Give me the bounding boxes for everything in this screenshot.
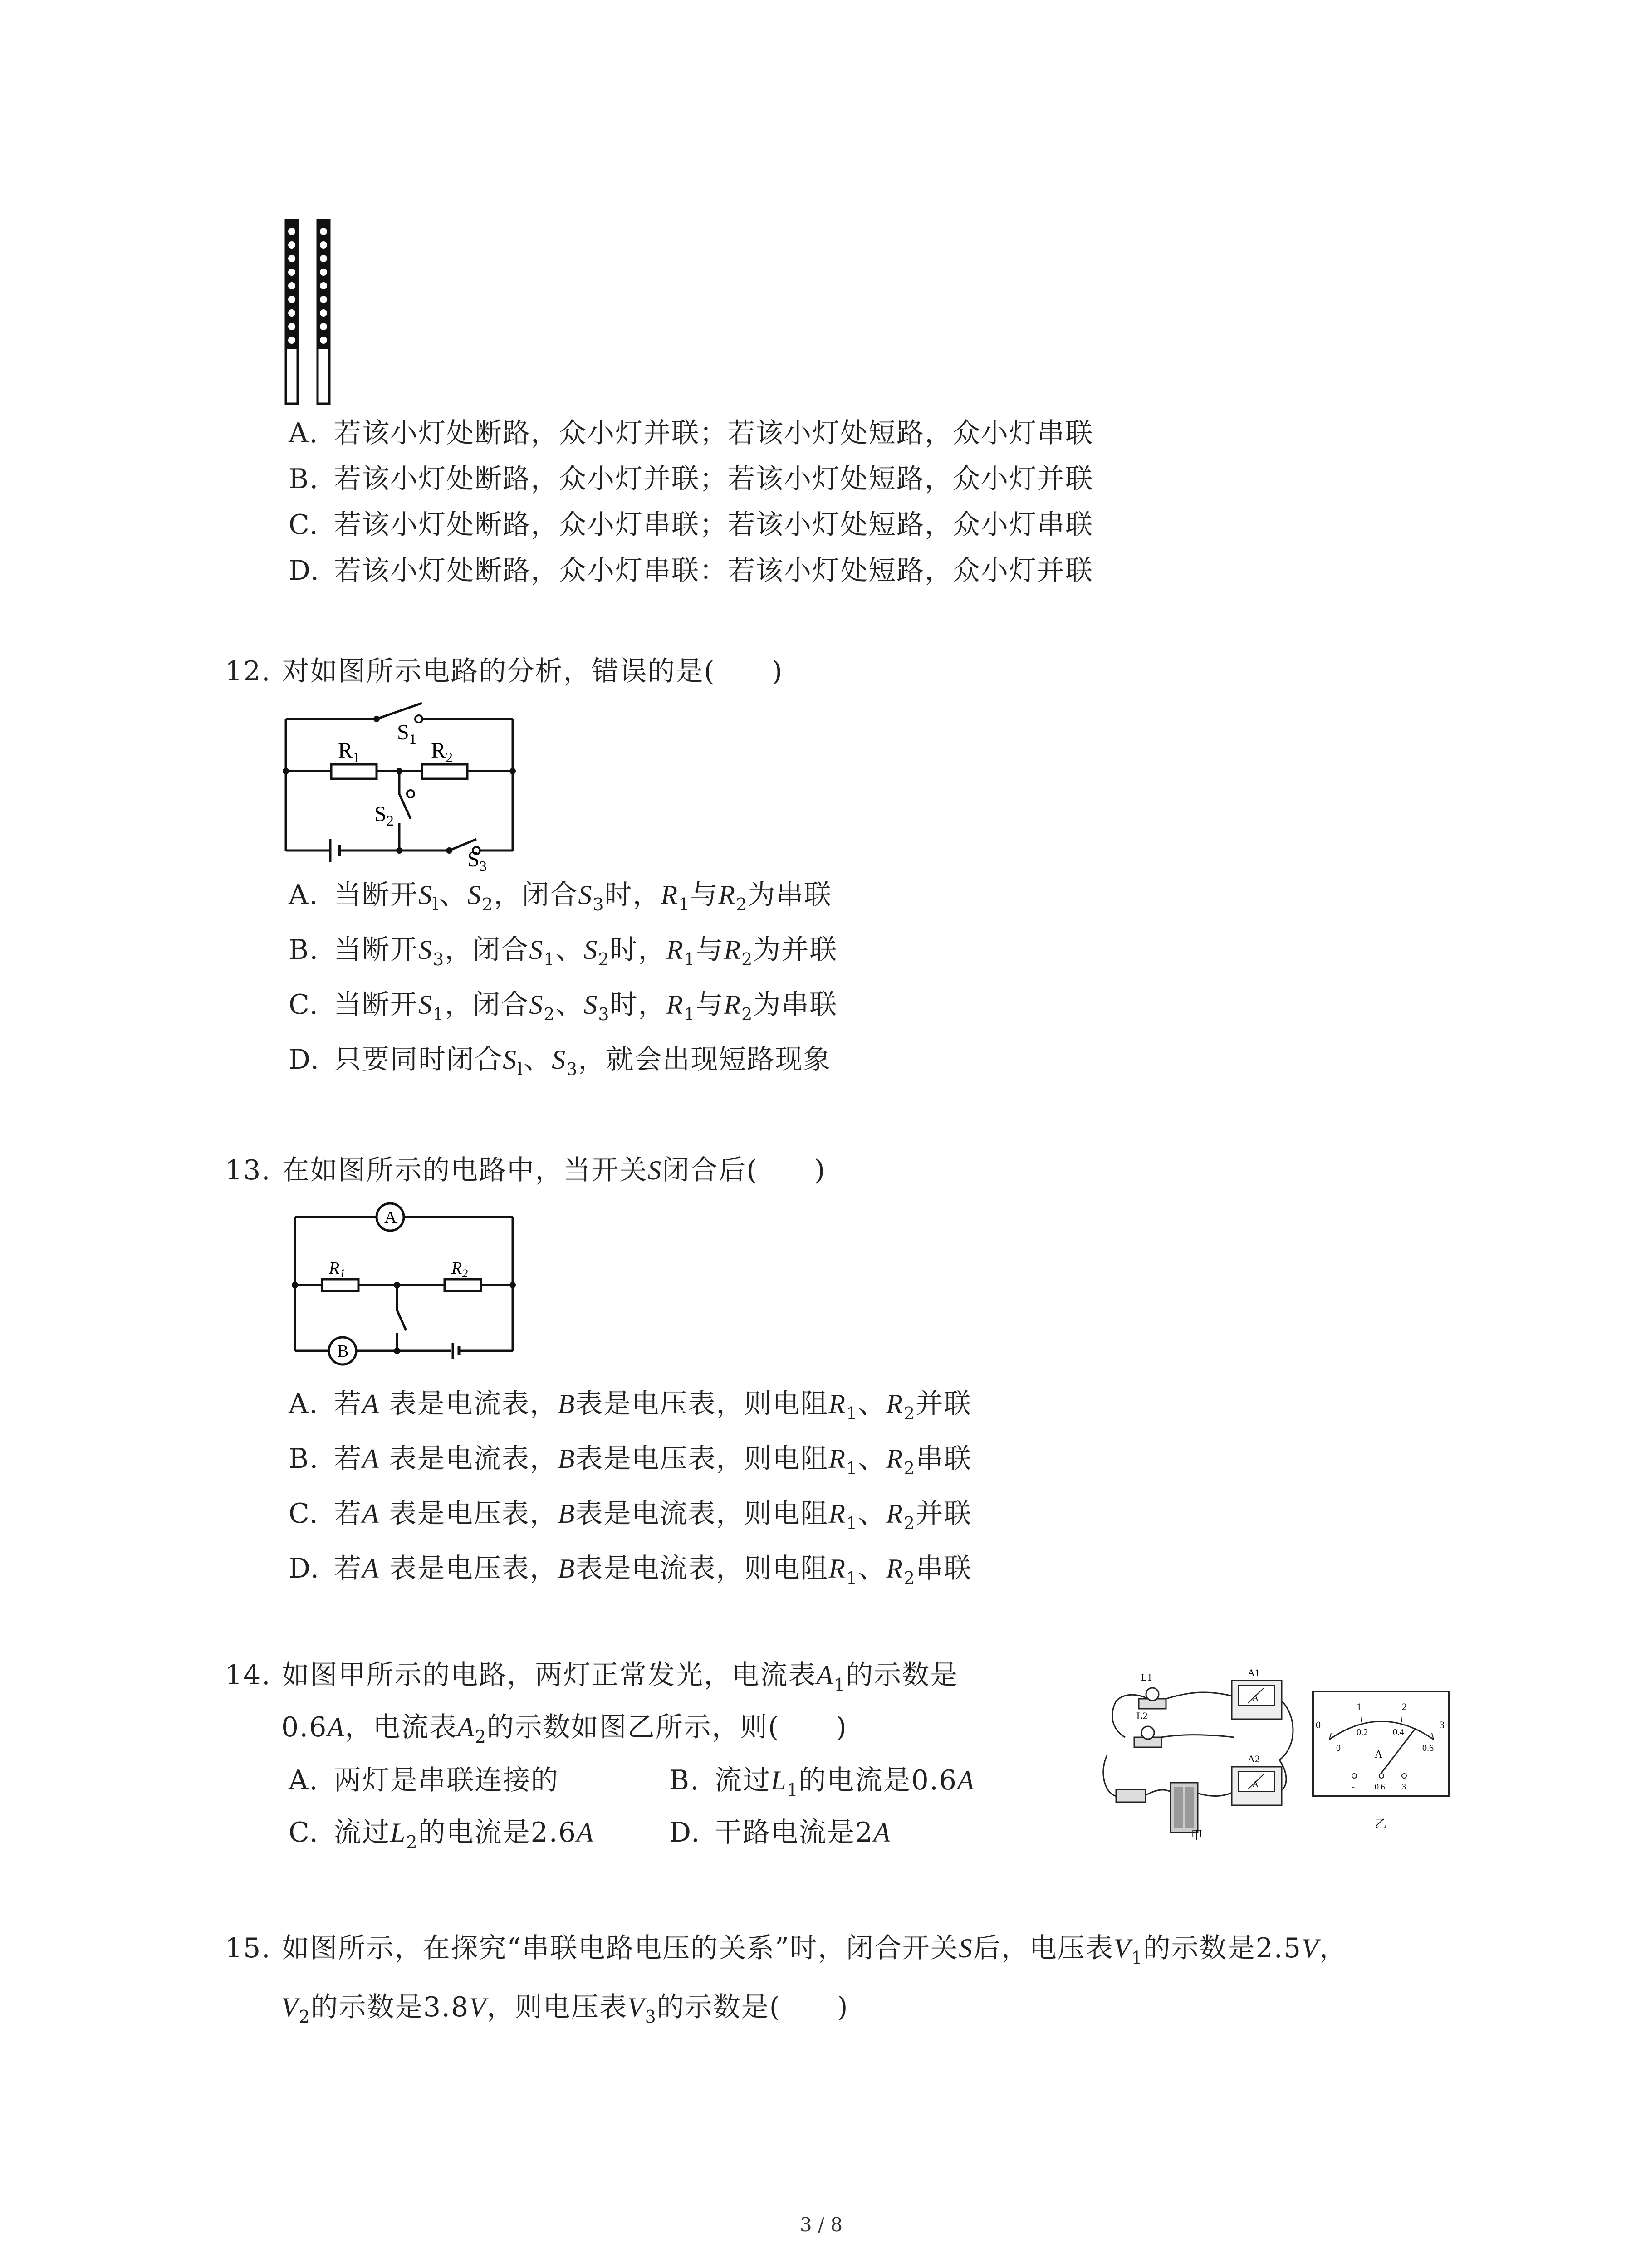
sub: 2	[299, 2007, 311, 2027]
q14-option-c[interactable]	[289, 1814, 594, 1851]
text: 表是电流表，则电阻	[575, 1498, 829, 1530]
var: R	[661, 880, 679, 910]
value: 0.6	[281, 1711, 328, 1743]
sub: 3	[566, 1059, 578, 1079]
sub: 3	[433, 949, 445, 969]
text: 表是电流表，则电阻	[575, 1553, 829, 1584]
var: A	[362, 1389, 380, 1419]
q13-stem	[225, 1152, 826, 1188]
s1-label: $S_1$	[397, 720, 416, 747]
q13-option-c[interactable]	[289, 1496, 972, 1532]
text: 、	[858, 1498, 887, 1530]
text: 、	[524, 1044, 552, 1075]
q13-option-a[interactable]	[289, 1386, 972, 1422]
text: ，闭合	[494, 879, 578, 911]
var: S	[503, 1045, 517, 1075]
text: ，闭合	[445, 989, 529, 1021]
l2-label: L2	[1136, 1710, 1148, 1721]
lamp-l2	[1134, 1726, 1161, 1747]
var: R	[828, 1554, 847, 1584]
text: 当断开	[334, 934, 418, 966]
text: ，	[1319, 1932, 1347, 1964]
option-text: 若该小灯处断路，众小灯串联；若该小灯处短路，众小灯串联	[334, 509, 1093, 541]
switch	[1116, 1789, 1146, 1802]
a1-label: A1	[1248, 1667, 1260, 1678]
unit: A	[873, 1818, 891, 1848]
var: B	[558, 1554, 576, 1584]
text: 表是电压表，则电阻	[575, 1443, 829, 1475]
text: 、	[858, 1388, 887, 1420]
a1-meter-face-label: A	[1252, 1693, 1259, 1703]
q14-stem-line1	[225, 1657, 958, 1693]
var: V	[281, 1992, 299, 2022]
q11-option-d[interactable]	[289, 552, 1093, 589]
a2-label: A2	[1248, 1753, 1260, 1765]
var: A	[362, 1499, 380, 1529]
value: 0.6	[911, 1765, 957, 1796]
text: 若	[334, 1443, 362, 1475]
a2-meter-face-label: A	[1252, 1779, 1259, 1789]
var: S	[552, 1045, 567, 1075]
option-letter: B.	[669, 1765, 700, 1796]
var: A	[362, 1444, 380, 1474]
q12-option-a[interactable]	[289, 877, 832, 913]
svg-text:0.4: 0.4	[1393, 1727, 1404, 1737]
sub: 2	[903, 1568, 916, 1588]
sub: 1	[544, 949, 556, 969]
var: S	[529, 990, 544, 1020]
q12-stem	[225, 653, 783, 689]
q11-option-a[interactable]	[289, 415, 1093, 451]
svg-text:0.6: 0.6	[1422, 1743, 1434, 1753]
option-text: 若该小灯处断路，众小灯并联；若该小灯处短路，众小灯串联	[334, 417, 1093, 449]
sub: 2	[598, 949, 610, 969]
question-number: 15.	[225, 1932, 271, 1964]
var: S	[647, 1155, 662, 1185]
text: 表是电压表，	[379, 1553, 558, 1584]
text: 若	[334, 1388, 362, 1420]
text: 表是电流表，	[379, 1443, 558, 1475]
text: 的示数是	[1143, 1932, 1256, 1964]
sub: 1	[787, 1780, 799, 1800]
text: 如图所示，在探究“串联电路电压的关系”时，闭合开关	[282, 1932, 959, 1964]
text: 串联	[916, 1443, 972, 1475]
svg-text:-: -	[1352, 1782, 1355, 1791]
text: 表是电压表，	[379, 1498, 558, 1530]
text: 如图甲所示的电路，两灯正常发光，电流表	[282, 1659, 817, 1691]
var: S	[583, 990, 598, 1020]
sub: 1	[433, 1004, 445, 1024]
q12-option-d[interactable]	[289, 1041, 831, 1078]
text: 为并联	[753, 934, 838, 966]
text: ，就会出现短路现象	[578, 1044, 832, 1075]
q12-option-b[interactable]	[289, 932, 838, 968]
text: 当断开	[334, 989, 418, 1021]
sub: 3	[598, 1004, 610, 1024]
value: 3.8	[423, 1991, 470, 2023]
unit: A	[327, 1712, 345, 1742]
text: 、	[858, 1443, 887, 1475]
var: A	[816, 1660, 834, 1690]
text: 若	[334, 1553, 362, 1584]
var: S	[958, 1933, 973, 1963]
text: ，闭合	[445, 934, 529, 966]
var: L	[390, 1818, 407, 1848]
option-letter: D.	[289, 555, 320, 587]
meter-a-label: A	[384, 1208, 397, 1227]
sub: 3	[593, 894, 605, 914]
sub: l	[433, 894, 440, 914]
option-letter: A.	[289, 879, 319, 911]
var: R	[828, 1389, 847, 1419]
value: 2	[855, 1817, 874, 1848]
option-letter: D.	[289, 1553, 320, 1584]
var: S	[418, 935, 433, 965]
option-letter: D.	[669, 1817, 701, 1848]
sub: 1	[678, 894, 691, 914]
q13-option-d[interactable]	[289, 1550, 972, 1587]
sub: 1	[834, 1675, 846, 1695]
question-number: 14.	[225, 1659, 271, 1691]
q12-circuit-diagram	[281, 701, 517, 874]
q12-option-c[interactable]	[289, 987, 838, 1023]
question-number: 12.	[225, 655, 271, 687]
text: 为串联	[748, 879, 833, 911]
var: S	[529, 935, 544, 965]
sub: 1	[684, 949, 696, 969]
option-letter: D.	[289, 1044, 320, 1075]
yi-caption: 乙	[1375, 1818, 1387, 1831]
text: 的示数是	[310, 1991, 423, 2023]
option-letter: C.	[289, 1817, 319, 1848]
l1-label: L1	[1141, 1672, 1152, 1683]
var: S	[578, 880, 593, 910]
sub: l	[517, 1059, 524, 1079]
battery	[1171, 1783, 1198, 1833]
option-letter: B.	[289, 463, 319, 495]
sub: 2	[903, 1403, 916, 1423]
q14-figure-jia	[1098, 1656, 1307, 1846]
var: L	[771, 1765, 787, 1795]
svg-text:0: 0	[1316, 1719, 1321, 1730]
option-letter: B.	[289, 1443, 319, 1475]
lamp-l1	[1139, 1688, 1166, 1709]
svg-text:0: 0	[1336, 1743, 1341, 1753]
sub: 2	[903, 1458, 916, 1478]
text: ，电流表	[345, 1711, 458, 1743]
text: 与	[690, 879, 719, 911]
r2-label: $R_2$	[451, 1259, 468, 1280]
sub: 1	[684, 1004, 696, 1024]
text: 若	[334, 1498, 362, 1530]
r1-label: $R_1$	[338, 738, 360, 765]
text: 表是电流表，	[379, 1388, 558, 1420]
meter-b-label: B	[337, 1342, 349, 1361]
var: R	[828, 1444, 847, 1474]
q15-stem-line1	[225, 1930, 1347, 1966]
sub: 2	[741, 1004, 754, 1024]
var: S	[418, 880, 433, 910]
dial-unit: A	[1375, 1749, 1383, 1760]
var: R	[886, 1389, 904, 1419]
var: S	[583, 935, 598, 965]
r1-label: $R_1$	[329, 1259, 346, 1280]
var: R	[886, 1499, 904, 1529]
q14-option-b[interactable]	[669, 1762, 975, 1799]
var: R	[886, 1444, 904, 1474]
option-letter: A.	[289, 1765, 319, 1796]
sub: 2	[544, 1004, 556, 1024]
svg-text:2: 2	[1402, 1701, 1407, 1712]
text: 与	[696, 934, 724, 966]
sub: 2	[903, 1513, 916, 1533]
option-letter: C.	[289, 989, 319, 1021]
question-text: 对如图所示电路的分析，错误的是( )	[282, 655, 784, 687]
s2-label: $S_2$	[374, 802, 394, 829]
option-letter: A.	[289, 417, 319, 449]
var: B	[558, 1444, 576, 1474]
option-letter: A.	[289, 1388, 319, 1420]
q14-option-a[interactable]	[289, 1762, 559, 1799]
var: R	[828, 1499, 847, 1529]
var: S	[467, 880, 482, 910]
text: 为串联	[753, 989, 838, 1021]
sub: 2	[736, 894, 748, 914]
text: 两灯是串联连接的	[334, 1765, 559, 1796]
sub: 1	[846, 1458, 858, 1478]
sub: 2	[475, 1727, 487, 1747]
text: 的示数是	[846, 1659, 959, 1691]
text: 串联	[916, 1553, 972, 1584]
text: 只要同时闭合	[334, 1044, 503, 1075]
value: 2.6	[530, 1817, 577, 1848]
unit: A	[576, 1818, 594, 1848]
var: B	[558, 1389, 576, 1419]
text: 与	[696, 989, 724, 1021]
var: R	[724, 990, 742, 1020]
var: A	[457, 1712, 475, 1742]
text: ，则电压表	[486, 1991, 627, 2023]
var: V	[627, 1992, 645, 2022]
unit: V	[1302, 1933, 1319, 1963]
var: S	[418, 990, 433, 1020]
svg-text:0.6: 0.6	[1375, 1782, 1385, 1791]
text: 的示数是( )	[656, 1991, 849, 2023]
q15-stem-line2	[281, 1989, 849, 2025]
light-strings-figure	[272, 218, 345, 408]
sub: 2	[406, 1832, 418, 1852]
jia-caption: 甲	[1191, 1829, 1203, 1842]
q14-figure-yi	[1311, 1690, 1452, 1839]
option-text: 若该小灯处断路，众小灯并联；若该小灯处短路，众小灯并联	[334, 463, 1093, 495]
text: 在如图所示的电路中，当开关	[282, 1154, 648, 1186]
value: 2.5	[1255, 1932, 1302, 1964]
sub: 3	[645, 2007, 657, 2027]
svg-text:1: 1	[1357, 1701, 1362, 1712]
sub: 1	[846, 1568, 858, 1588]
q13-option-b[interactable]	[289, 1441, 972, 1477]
option-letter: C.	[289, 509, 319, 541]
text: 时，	[604, 879, 661, 911]
text: 干路电流是	[715, 1817, 855, 1848]
text: 、	[439, 879, 468, 911]
svg-text:3: 3	[1402, 1782, 1406, 1791]
option-letter: C.	[289, 1498, 319, 1530]
text: 闭合后( )	[662, 1154, 826, 1186]
var: R	[724, 935, 742, 965]
option-text: 若该小灯处断路，众小灯串联：若该小灯处短路，众小灯并联	[334, 555, 1093, 587]
s3-label: $S_3$	[467, 847, 487, 874]
text: 的电流是	[418, 1817, 531, 1848]
q14-option-d[interactable]	[669, 1814, 891, 1851]
text: 的示数如图乙所示，则( )	[486, 1711, 847, 1743]
text: 、	[858, 1553, 887, 1584]
var: R	[718, 880, 736, 910]
var: V	[1113, 1933, 1132, 1963]
text: 的电流是	[798, 1765, 911, 1796]
var: R	[666, 990, 684, 1020]
var: B	[558, 1499, 576, 1529]
text: 流过	[715, 1765, 771, 1796]
sub: 2	[741, 949, 754, 969]
text: 流过	[334, 1817, 390, 1848]
question-number: 13.	[225, 1154, 271, 1186]
q13-circuit-diagram	[290, 1197, 517, 1369]
q14-stem-line2	[281, 1709, 847, 1745]
text: 表是电压表，则电阻	[575, 1388, 829, 1420]
text: 、	[555, 934, 584, 966]
q11-option-c[interactable]	[289, 507, 1093, 543]
option-letter: B.	[289, 934, 319, 966]
text: 、	[555, 989, 584, 1021]
text: 时，	[610, 934, 666, 966]
text: 时，	[610, 989, 666, 1021]
unit: A	[957, 1765, 975, 1795]
text: 后，电压表	[973, 1932, 1114, 1964]
text: 当断开	[334, 879, 418, 911]
svg-text:3: 3	[1440, 1719, 1445, 1730]
var: A	[362, 1554, 380, 1584]
unit: V	[469, 1992, 487, 2022]
page-number: 3 / 8	[799, 2214, 843, 2236]
q11-option-b[interactable]	[289, 461, 1093, 497]
var: R	[886, 1554, 904, 1584]
r2-label: $R_2$	[431, 738, 453, 765]
sub: 2	[482, 894, 494, 914]
sub: 1	[846, 1513, 858, 1533]
sub: 1	[1131, 1948, 1143, 1968]
svg-text:0.2: 0.2	[1357, 1727, 1368, 1737]
text: 并联	[916, 1388, 972, 1420]
sub: 1	[846, 1403, 858, 1423]
text: 并联	[916, 1498, 972, 1530]
var: R	[666, 935, 684, 965]
